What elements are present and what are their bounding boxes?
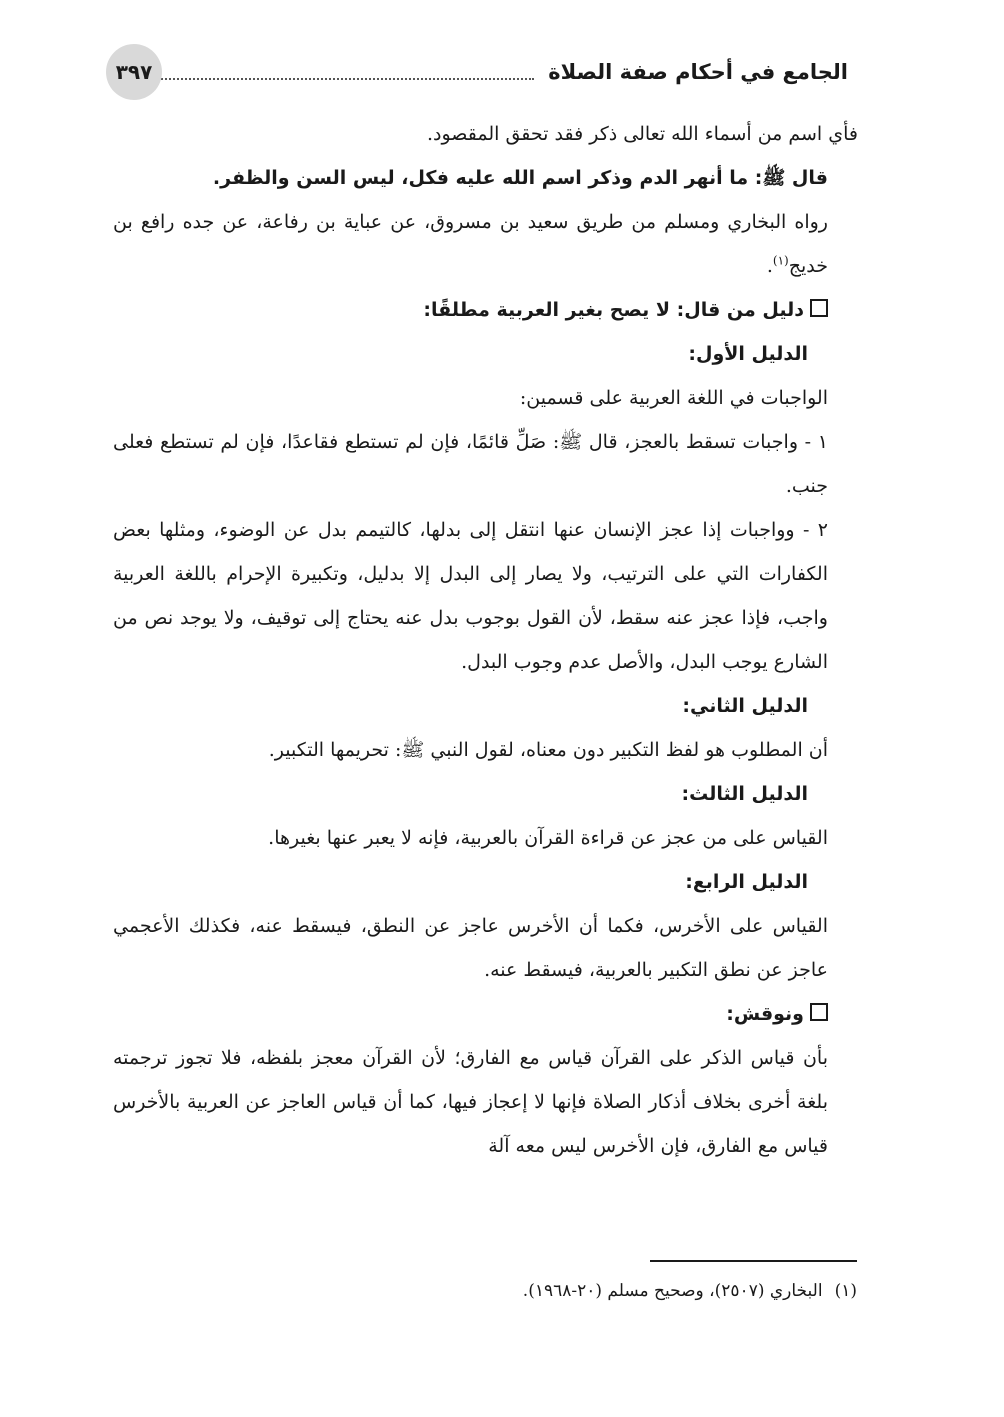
- footnote: [200, 1276, 857, 1306]
- section-heading: [113, 288, 858, 332]
- subheading: الدليل الثاني:: [682, 695, 808, 717]
- paragraph-text: رواه البخاري ومسلم من طريق سعيد بن مسروق، عن عباية بن رفاعة، عن جده رافع بن خديج: [113, 211, 828, 277]
- paragraph: القياس على من عجز عن قراءة القرآن بالعربية، فإنه لا يعبر عنها بغيرها.: [268, 827, 828, 849]
- leader-dots: [118, 78, 534, 80]
- paragraph-end: .: [766, 255, 773, 277]
- running-title: الجامع في أحكام صفة الصلاة: [548, 60, 848, 84]
- section-heading-text: ونوقش:: [726, 1003, 804, 1025]
- section-heading-text: دليل من قال: لا يصح بغير العربية مطلقًا:: [423, 299, 804, 321]
- subheading: الدليل الثالث:: [681, 783, 808, 805]
- paragraph: القياس على الأخرس، فكما أن الأخرس عاجز عن النطق، فيسقط عنه، فكذلك الأعجمي عاجز عن نطق التكبير بالعربية، فيسقط عنه.: [113, 915, 828, 981]
- paragraph: أن المطلوب هو لفظ التكبير دون معناه، لقول النبي ﷺ: تحريمها التكبير.: [268, 739, 828, 761]
- subheading: الدليل الرابع:: [685, 871, 808, 893]
- paragraph: ٢ - وواجبات إذا عجز الإنسان عنها انتقل إلى بدلها، كالتيمم بدل عن الوضوء، ومثلها بعض الكفارات التي على الترتيب، ولا يصار إلى البدل إلا بدليل، وتكبيرة الإحرام باللغة العربية واجب، فإذا عجز عنه سقط، لأن القول بوجوب بدل عنه يحتاج إلى توقيف، ولا يوجد نص من الشارع يوجب البدل، والأصل عدم وجوب البدل.: [113, 519, 828, 673]
- footnote-mark: (١): [834, 1281, 857, 1301]
- paragraph: [113, 200, 858, 288]
- page-number: ٣٩٧: [106, 44, 162, 100]
- running-header: [108, 46, 848, 98]
- paragraph: فأي اسم من أسماء الله تعالى ذكر فقد تحقق المقصود.: [426, 123, 858, 145]
- square-bullet-icon: [810, 299, 828, 317]
- page-body: [113, 112, 858, 1168]
- subheading: الدليل الأول:: [688, 343, 808, 365]
- footnote-text: البخاري (٢٥٠٧)، وصحيح مسلم (٢٠-١٩٦٨).: [522, 1281, 823, 1301]
- footnote-divider: [650, 1260, 857, 1262]
- paragraph: الواجبات في اللغة العربية على قسمين:: [519, 387, 828, 409]
- paragraph: بأن قياس الذكر على القرآن قياس مع الفارق؛ لأن القرآن معجز بلفظه، فلا تجوز ترجمته بلغة أخرى بخلاف أذكار الصلاة فإنها لا إعجاز فيها، كما أن قياس العاجز عن العربية بالأخرس قياس مع الفارق، فإن الأخرس ليس معه آلة: [113, 1047, 828, 1157]
- footnote-ref[interactable]: (١): [772, 253, 789, 268]
- paragraph: ١ - واجبات تسقط بالعجز، قال ﷺ: صَلِّ قائمًا، فإن لم تستطع فقاعدًا، فإن لم تستطع فعلى جنب.: [113, 431, 828, 497]
- section-heading: [113, 992, 858, 1036]
- square-bullet-icon: [810, 1003, 828, 1021]
- hadith-quote: قال ﷺ: ما أنهر الدم وذكر اسم الله عليه فكل، ليس السن والظفر.: [212, 167, 828, 189]
